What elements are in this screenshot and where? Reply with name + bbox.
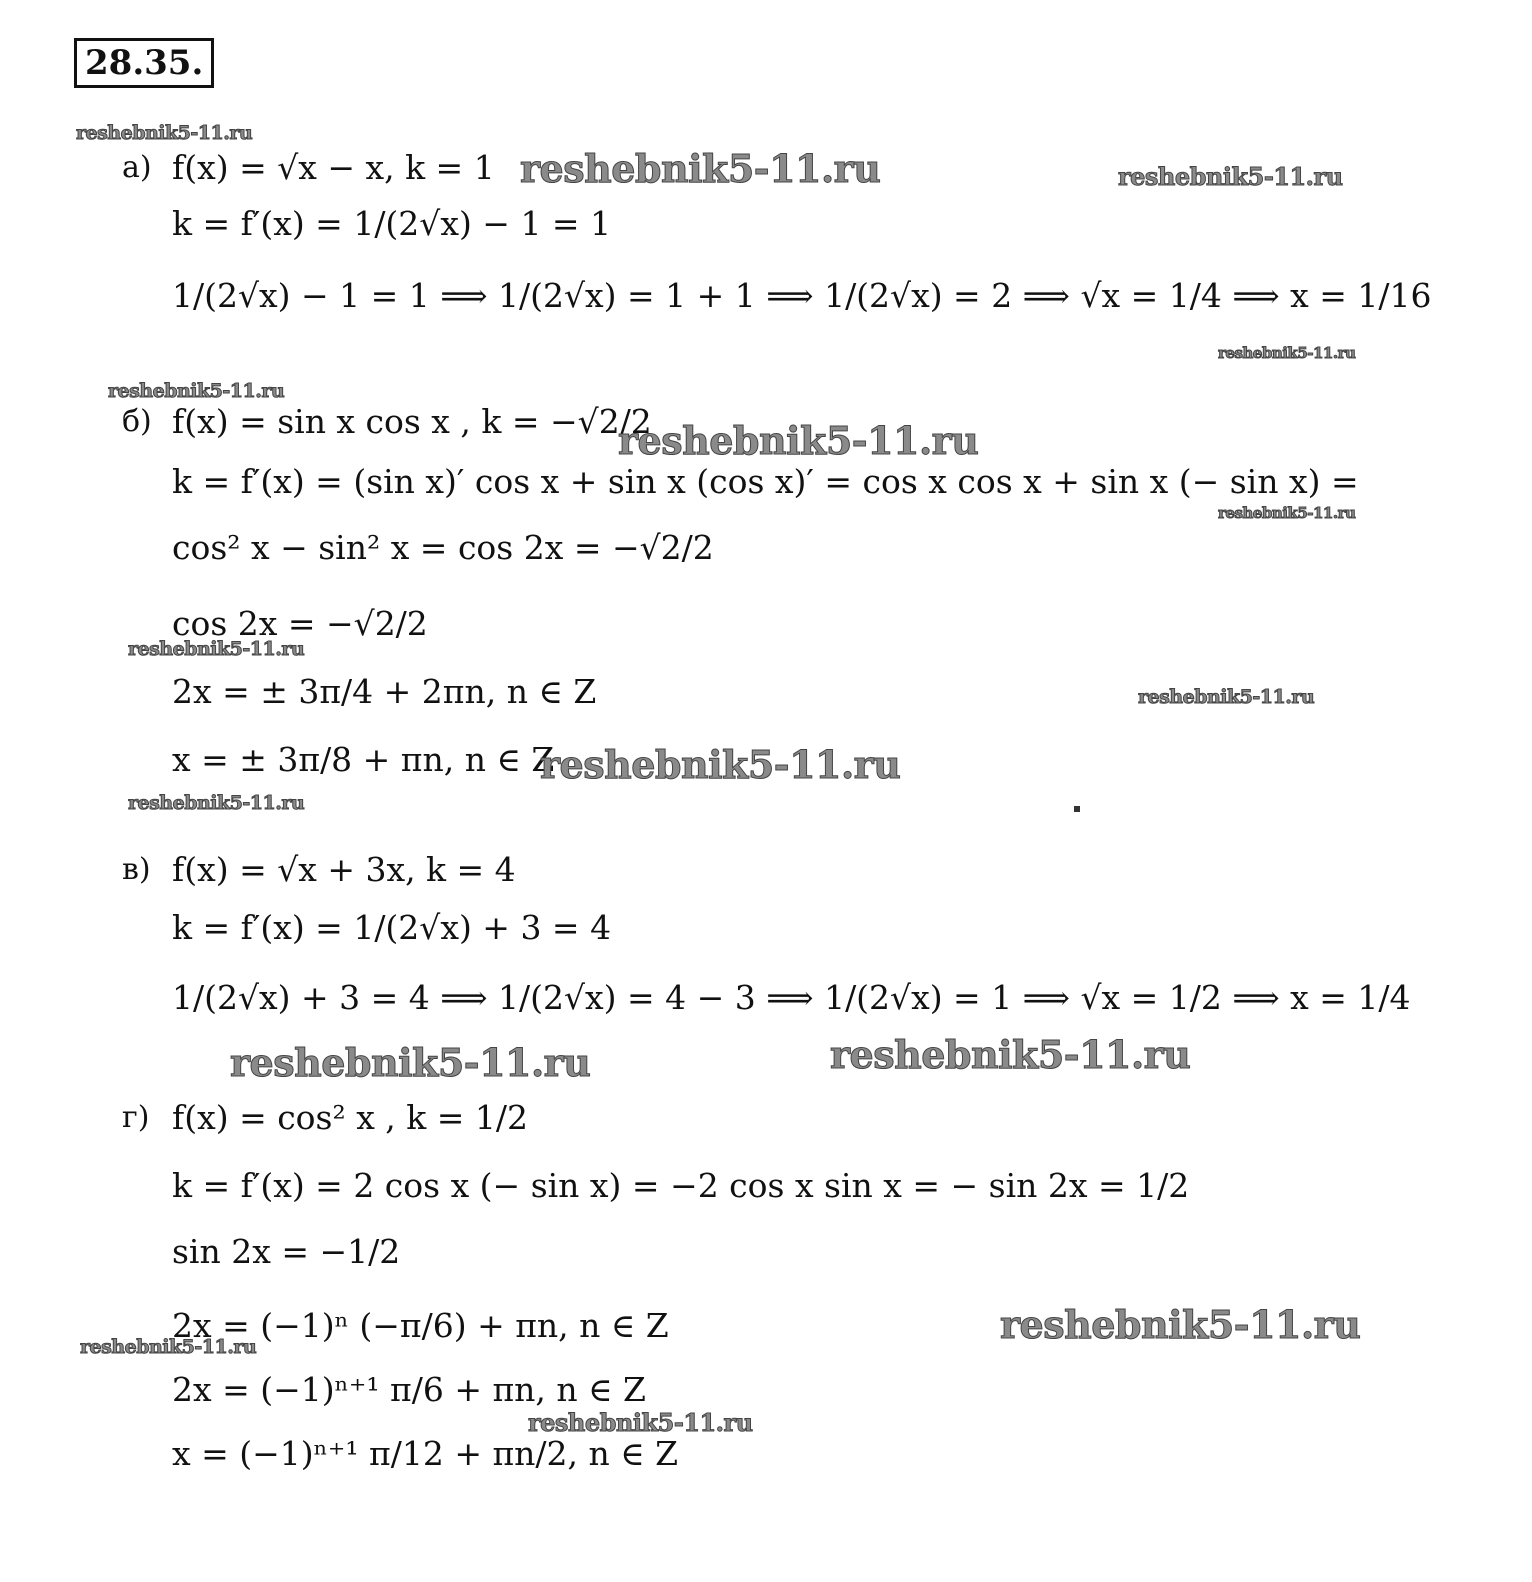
equation-line: x = ± 3π/8 + πn, n ∈ Z xyxy=(172,740,555,779)
part-label-v: в) xyxy=(122,852,151,887)
equation-line: k = f′(x) = 1/(2√x) − 1 = 1 xyxy=(172,204,612,243)
equation-line: f(x) = √x + 3x, k = 4 xyxy=(172,850,516,889)
part-label-g: г) xyxy=(122,1100,150,1135)
watermark: reshebnik5-11.ru xyxy=(128,792,305,814)
equation-line: cos 2x = −√2/2 xyxy=(172,604,428,643)
equation-line: cos² x − sin² x = cos 2x = −√2/2 xyxy=(172,528,714,567)
equation-line: f(x) = sin x cos x , k = −√2/2 xyxy=(172,402,652,441)
part-label-a: а) xyxy=(122,150,152,185)
equation-line: 2x = ± 3π/4 + 2πn, n ∈ Z xyxy=(172,672,597,711)
equation-line: f(x) = √x − x, k = 1 xyxy=(172,148,495,187)
part-label-b: б) xyxy=(122,404,152,439)
equation-line: x = (−1)ⁿ⁺¹ π/12 + πn/2, n ∈ Z xyxy=(172,1434,679,1473)
watermark: reshebnik5-11.ru xyxy=(830,1032,1191,1077)
equation-line: 1/(2√x) + 3 = 4 ⟹ 1/(2√x) = 4 − 3 ⟹ 1/(2√x) = 1 ⟹ √x = 1/2 ⟹ x = 1/4 xyxy=(172,978,1411,1017)
watermark: reshebnik5-11.ru xyxy=(128,638,305,660)
watermark: reshebnik5-11.ru xyxy=(80,1336,257,1358)
stray-mark xyxy=(1074,806,1080,812)
watermark: reshebnik5-11.ru xyxy=(1118,162,1343,191)
equation-line: k = f′(x) = 1/(2√x) + 3 = 4 xyxy=(172,908,612,947)
watermark: reshebnik5-11.ru xyxy=(76,122,253,144)
watermark: reshebnik5-11.ru xyxy=(1218,504,1356,522)
equation-line: k = f′(x) = (sin x)′ cos x + sin x (cos x)′ = cos x cos x + sin x (− sin x) = xyxy=(172,462,1359,501)
watermark: reshebnik5-11.ru xyxy=(528,1408,753,1437)
problem-number: 28.35. xyxy=(74,38,214,88)
watermark: reshebnik5-11.ru xyxy=(520,146,881,191)
watermark: reshebnik5-11.ru xyxy=(1000,1302,1361,1347)
equation-line: 1/(2√x) − 1 = 1 ⟹ 1/(2√x) = 1 + 1 ⟹ 1/(2√x) = 2 ⟹ √x = 1/4 ⟹ x = 1/16 xyxy=(172,276,1432,315)
equation-line: 2x = (−1)ⁿ (−π/6) + πn, n ∈ Z xyxy=(172,1306,669,1345)
watermark: reshebnik5-11.ru xyxy=(108,380,285,402)
equation-line: 2x = (−1)ⁿ⁺¹ π/6 + πn, n ∈ Z xyxy=(172,1370,646,1409)
watermark: reshebnik5-11.ru xyxy=(1138,686,1315,708)
watermark: reshebnik5-11.ru xyxy=(618,418,979,463)
watermark: reshebnik5-11.ru xyxy=(1218,344,1356,362)
equation-line: f(x) = cos² x , k = 1/2 xyxy=(172,1098,529,1137)
equation-line: sin 2x = −1/2 xyxy=(172,1232,401,1271)
watermark: reshebnik5-11.ru xyxy=(230,1040,591,1085)
watermark: reshebnik5-11.ru xyxy=(540,742,901,787)
equation-line: k = f′(x) = 2 cos x (− sin x) = −2 cos x sin x = − sin 2x = 1/2 xyxy=(172,1166,1190,1205)
